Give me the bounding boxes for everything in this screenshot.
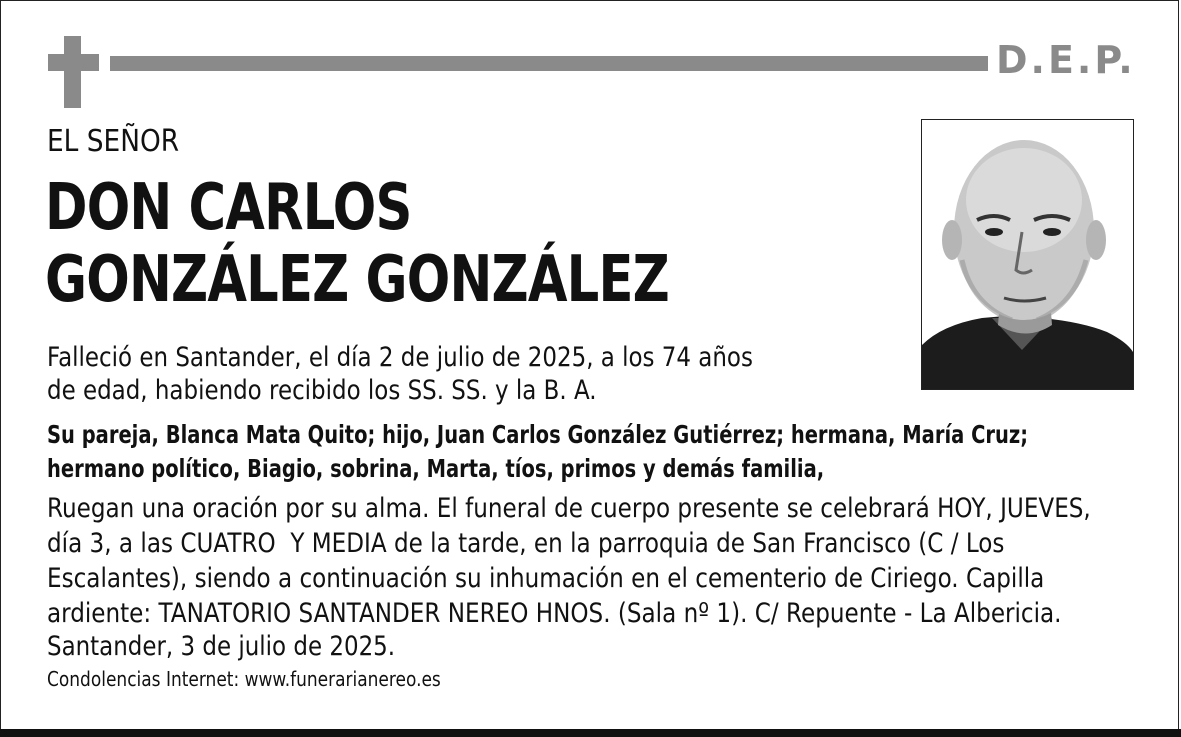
deceased-name [45, 172, 669, 316]
dep-label: D.E.P. [996, 38, 1136, 82]
death-details-line: Falleció en Santander, el día 2 de julio de 2025, a los 74 años [47, 342, 753, 373]
family-list [47, 418, 1116, 486]
family-line: hermano político, Biagio, sobrina, Marta, tíos, primos y demás familia, [47, 454, 825, 483]
cross-icon-horizontal [48, 54, 99, 71]
funeral-line: día 3, a las CUATRO Y MEDIA de la tarde, en la parroquia de San Francisco (C / Los [47, 528, 1005, 559]
condolences-link: Condolencias Internet: www.funerarianereo.es [47, 667, 441, 691]
name-line-1: DON CARLOS [45, 171, 412, 245]
cross-icon-vertical [64, 36, 81, 108]
funeral-line: ardiente: TANATORIO SANTANDER NEREO HNOS. (Sala nº 1). C/ Repuente - La Albericia. [47, 598, 1062, 629]
funeral-line: Ruegan una oración por su alma. El funeral de cuerpo presente se celebrará HOY, JUEVES, [47, 493, 1091, 524]
funeral-line: Escalantes), siendo a continuación su inhumación en el cementerio de Ciriego. Capilla [47, 563, 1045, 594]
header-rule [110, 56, 988, 71]
portrait-image [922, 120, 1133, 389]
honorific-title: EL SEÑOR [47, 124, 180, 159]
bottom-rule [0, 729, 1181, 737]
name-line-2: GONZÁLEZ GONZÁLEZ [45, 243, 669, 317]
family-line: Su pareja, Blanca Mata Quito; hijo, Juan Carlos González Gutiérrez; hermana, María Cruz; [47, 420, 1029, 449]
funeral-details [47, 491, 1116, 631]
date-place: Santander, 3 de julio de 2025. [47, 631, 396, 662]
death-details [47, 341, 821, 407]
death-details-line: de edad, habiendo recibido los SS. SS. y la B. A. [47, 375, 597, 406]
portrait-photo [921, 119, 1134, 390]
